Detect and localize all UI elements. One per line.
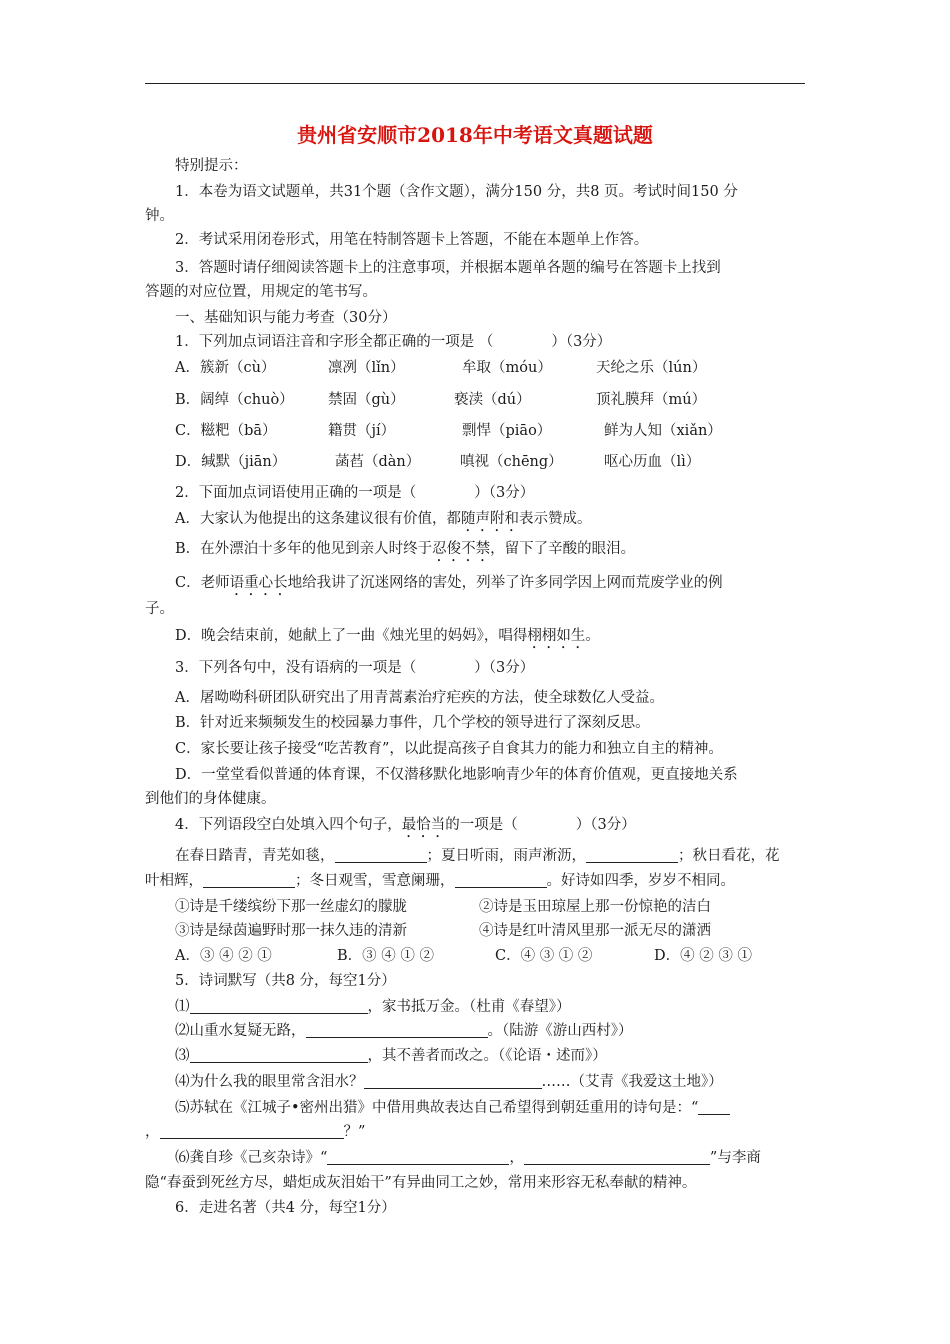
q5-line-3 [175, 1045, 607, 1067]
text: 表示赞成。 [518, 511, 592, 527]
notice-item-1: 1．本卷为语文试题单，共31个题（含作文题），满分150 分，共8 页。考试时间150 分 [175, 184, 738, 200]
text: ， [509, 1150, 524, 1166]
text: ⑸苏轼在《江城子•密州出猎》中借用典故表达自己希望得到朝廷重用的诗句是：“ [175, 1100, 699, 1116]
q5-line-1 [175, 996, 571, 1018]
q3-stem: 3．下列各句中，没有语病的一项是（ ）（3分） [175, 660, 535, 676]
text: ，留下了辛酸的眼泪。 [490, 541, 636, 557]
text: C．老师 [175, 575, 230, 591]
text: ，其不善者而改之。（《论语・述而》） [367, 1048, 607, 1064]
text: B．在外漂泊十多年的他见到亲人时终于 [175, 541, 433, 557]
text: ， [145, 1124, 160, 1140]
dotted-phrase: 忍俊不禁 [432, 541, 491, 557]
option-item: 牟取（móu） [462, 360, 552, 376]
dotted-phrase: 最恰当 [401, 817, 446, 833]
text: 。好诗如四季，岁岁不相同。 [546, 873, 735, 889]
dotted-phrase: 随声附和 [460, 511, 519, 527]
text: ？” [343, 1124, 366, 1140]
q4-passage-line-1 [175, 845, 780, 867]
answer-blank [586, 846, 678, 863]
q5-stem: 5．诗词默写（共8 分，每空1分） [175, 973, 396, 989]
text: 。 [585, 628, 600, 644]
q5-line-6-cont: 隐“春蚕到死丝方尽，蜡炬成灰泪始干”有异曲同工之妙，常用来形容无私奉献的精神。 [145, 1175, 697, 1191]
text: 在春日踏青，青芜如毯， [175, 848, 335, 864]
sentence-item: ②诗是玉田琼屋上那一份惊艳的洁白 [479, 899, 711, 915]
option-item: C．糍粑（bā） [175, 423, 277, 439]
text: 的一项是（ ）（3分） [445, 817, 636, 833]
text: 叶相辉， [145, 873, 203, 889]
text: 。（陆游《游山西村》） [487, 1023, 633, 1039]
option-item: D．④ ② ③ ① [654, 948, 752, 964]
option-item: 鲜为人知（xiǎn） [604, 423, 722, 439]
q3-option-c: C．家长要让孩子接受“吃苦教育”，以此提高孩子自食其力的能力和独立自主的精神。 [175, 741, 723, 757]
notice-item-3: 3．答题时请仔细阅读答题卡上的注意事项，并根据本题单各题的编号在答题卡上找到 [175, 260, 721, 276]
q3-option-d: D．一堂堂看似普通的体育课，不仅潜移默化地影响青少年的体育价值观，更直接地关系 [175, 767, 738, 783]
text: 4．下列语段空白处填入四个句子， [175, 817, 402, 833]
option-item: 嗔视（chēng） [460, 454, 563, 470]
q6-stem: 6．走进名著（共4 分，每空1分） [175, 1200, 396, 1216]
answer-blank [327, 1148, 509, 1165]
option-item: 天纶之乐（lún） [596, 360, 707, 376]
q2-option-b [175, 538, 635, 565]
text: ⑷为什么我的眼里常含泪水？ [175, 1074, 364, 1090]
text: ；夏日听雨，雨声淅沥， [426, 848, 586, 864]
q5-line-5 [175, 1097, 730, 1119]
notice-item-3-cont: 答题的对应位置，用规定的笔书写。 [145, 284, 377, 300]
page-title: 贵州省安顺市2018年中考语文真题试题 [297, 123, 653, 147]
answer-blank [203, 871, 295, 888]
dotted-phrase: 栩栩如生 [527, 628, 586, 644]
option-item: 禁固（gù） [328, 392, 405, 408]
q2-option-d [175, 625, 600, 652]
q4-stem [175, 814, 636, 841]
q2-stem: 2．下面加点词语使用正确的一项是（ ）（3分） [175, 485, 535, 501]
q2-option-c-cont: 子。 [145, 601, 174, 617]
q2-option-a [175, 508, 591, 535]
text: D．晚会结束前，她献上了一曲《烛光里的妈妈》，唱得 [175, 628, 528, 644]
text: ⑶ [175, 1048, 190, 1064]
notice-item-1-cont: 钟。 [145, 208, 174, 224]
text: ；冬日观雪，雪意阑珊， [295, 873, 455, 889]
option-item: A．③ ④ ② ① [175, 948, 272, 964]
answer-blank [364, 1072, 542, 1089]
option-item: 亵渎（dú） [454, 392, 531, 408]
option-item: 剽悍（piāo） [462, 423, 552, 439]
sentence-item: ④诗是红叶清风里那一派无尽的潇洒 [479, 923, 711, 939]
option-item: 呕心历血（lì） [604, 454, 701, 470]
answer-blank [524, 1148, 710, 1165]
q3-option-a: A．屠呦呦科研团队研究出了用青蒿素治疗疟疾的方法，使全球数亿人受益。 [175, 690, 664, 706]
answer-blank [306, 1021, 488, 1038]
answer-blank [335, 846, 427, 863]
q4-passage-line-2 [145, 870, 735, 892]
option-item: D．缄默（jiān） [175, 454, 287, 470]
notice-item-2: 2．考试采用闭卷形式，用笔在特制答题卡上答题，不能在本题单上作答。 [175, 232, 649, 248]
option-item: B．阔绰（chuò） [175, 392, 294, 408]
option-item: 顶礼膜拜（mú） [596, 392, 707, 408]
text: ……（艾青《我爱这土地》） [541, 1074, 723, 1090]
q3-option-b: B．针对近来频频发生的校园暴力事件，几个学校的领导进行了深刻反思。 [175, 715, 650, 731]
q1-stem: 1．下列加点词语注音和字形全都正确的一项是 （ ）（3分） [175, 334, 612, 350]
header-rule [145, 83, 805, 84]
q5-line-5-cont [145, 1121, 365, 1143]
answer-blank [190, 1046, 368, 1063]
text: ；秋日看花，花 [678, 848, 780, 864]
notice-heading: 特别提示： [175, 158, 248, 174]
text: ⑵山重水复疑无路， [175, 1023, 306, 1039]
option-item: 菡萏（dàn） [335, 454, 421, 470]
q3-option-d-cont: 到他们的身体健康。 [145, 791, 276, 807]
option-item: A．簇新（cù） [175, 360, 276, 376]
sentence-item: ③诗是绿茵遍野时那一抹久违的清新 [175, 923, 407, 939]
text: ⑴ [175, 999, 190, 1015]
text: ⑹龚自珍《己亥杂诗》“ [175, 1150, 328, 1166]
q2-option-c [175, 572, 723, 599]
text: ”与李商 [709, 1150, 761, 1166]
answer-blank [160, 1122, 344, 1139]
option-item: B．③ ④ ① ② [337, 948, 434, 964]
q5-line-2 [175, 1020, 633, 1042]
answer-blank [455, 871, 547, 888]
option-item: C．④ ③ ① ② [495, 948, 593, 964]
section-heading: 一、基础知识与能力考查（30分） [175, 310, 397, 326]
q5-line-4 [175, 1071, 723, 1093]
answer-blank [190, 997, 368, 1014]
q5-line-6 [175, 1147, 761, 1169]
dotted-phrase: 语重心长 [229, 575, 288, 591]
text: 地给我讲了沉迷网络的害处，列举了许多同学因上网而荒废学业的例 [287, 575, 723, 591]
answer-blank [698, 1098, 730, 1115]
option-item: 凛冽（lǐn） [328, 360, 405, 376]
text: ，家书抵万金。（杜甫《春望》） [367, 999, 571, 1015]
sentence-item: ①诗是千缕缤纷下那一丝虚幻的朦胧 [175, 899, 407, 915]
option-item: 籍贯（jí） [328, 423, 396, 439]
text: A．大家认为他提出的这条建议很有价值，都 [175, 511, 461, 527]
